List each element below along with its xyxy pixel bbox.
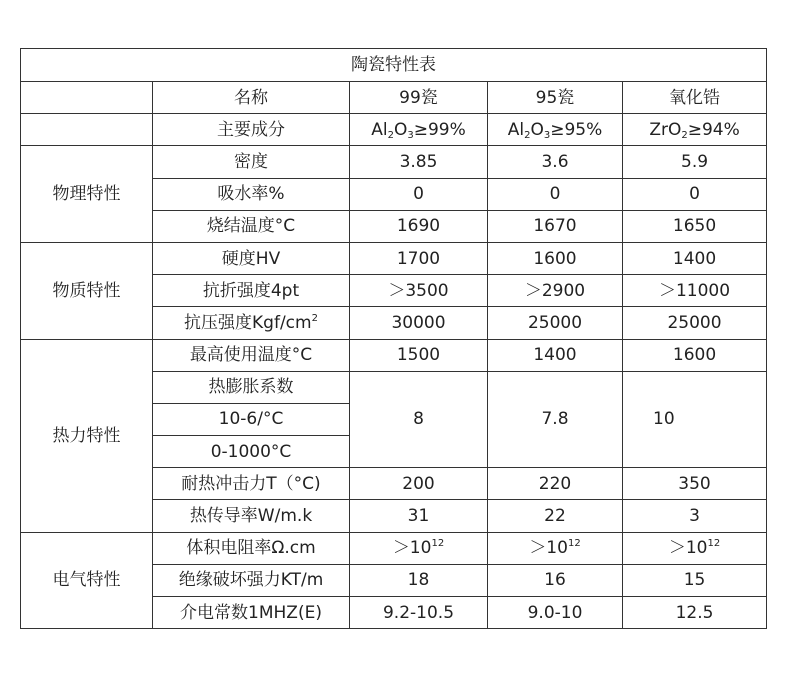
cell-value <box>488 532 623 564</box>
cell-value: 0 <box>623 178 767 210</box>
formula-element: O <box>393 119 408 140</box>
formula-element: ZrO <box>649 119 682 140</box>
cell-value: 5.9 <box>623 146 767 178</box>
cell-value: 22 <box>488 500 623 532</box>
row-label: 硬度HV <box>153 242 350 274</box>
cell-value: 200 <box>350 468 488 500</box>
row-label: 最高使用温度°C <box>153 339 350 371</box>
header-col-95-ceramic: 95瓷 <box>488 82 623 114</box>
cell-value <box>350 532 488 564</box>
cell-value: 15 <box>623 564 767 596</box>
header-name-label: 名称 <box>153 82 350 114</box>
cell-value: 350 <box>623 468 767 500</box>
cell-value: 1400 <box>488 339 623 371</box>
row-label: 密度 <box>153 146 350 178</box>
row-label: 10-6/°C <box>153 403 350 435</box>
row-label: 绝缘破坏强力KT/m <box>153 564 350 596</box>
group-label-material: 物质特性 <box>21 242 153 339</box>
formula-percent: ≥95% <box>550 119 603 140</box>
formula-element: Al <box>507 119 525 140</box>
header-col-zirconia: 氧化锆 <box>623 82 767 114</box>
composition-row <box>21 114 767 146</box>
table-title-row <box>21 49 767 82</box>
cell-value: 16 <box>488 564 623 596</box>
value-base: ＞10 <box>392 538 432 559</box>
row-label: 热传导率W/m.k <box>153 500 350 532</box>
value-exponent: 12 <box>567 538 581 550</box>
cell-value: 1500 <box>350 339 488 371</box>
cell-value: 1670 <box>488 210 623 242</box>
formula-element: O <box>530 119 544 140</box>
row-label: 介电常数1MHZ(E) <box>153 597 350 629</box>
table-header-row <box>21 82 767 114</box>
composition-95-value <box>488 114 623 146</box>
cell-value: ＞2900 <box>488 275 623 307</box>
table-row <box>21 146 767 178</box>
cell-value <box>623 532 767 564</box>
table-row <box>21 339 767 371</box>
formula-element: Al <box>371 119 388 140</box>
composition-label: 主要成分 <box>153 114 350 146</box>
row-label: 吸水率% <box>153 178 350 210</box>
row-label: 热膨胀系数 <box>153 371 350 403</box>
row-label: 耐热冲击力T（°C) <box>153 468 350 500</box>
formula-subscript: 3 <box>543 129 551 141</box>
cell-value: 31 <box>350 500 488 532</box>
cell-value: 3 <box>623 500 767 532</box>
cell-value: 1400 <box>623 242 767 274</box>
composition-99-value <box>350 114 488 146</box>
table-title: 陶瓷特性表 <box>21 49 767 82</box>
cell-value: 25000 <box>623 307 767 339</box>
cell-value: 25000 <box>488 307 623 339</box>
cell-value: 9.2-10.5 <box>350 597 488 629</box>
header-col-99-ceramic: 99瓷 <box>350 82 488 114</box>
cell-value: ＞11000 <box>623 275 767 307</box>
cell-value: 1700 <box>350 242 488 274</box>
cell-value: ＞3500 <box>350 275 488 307</box>
header-blank-cell <box>21 82 153 114</box>
composition-blank-cell <box>21 114 153 146</box>
formula-subscript: 2 <box>387 129 394 141</box>
row-label: 体积电阻率Ω.cm <box>153 532 350 564</box>
value-exponent: 12 <box>707 538 721 550</box>
value-base: ＞10 <box>668 538 708 559</box>
table-row <box>21 532 767 564</box>
formula-subscript: 3 <box>407 129 414 141</box>
cell-value: 1690 <box>350 210 488 242</box>
group-label-electrical: 电气特性 <box>21 532 153 629</box>
cell-value: 7.8 <box>488 371 623 468</box>
cell-value: 3.6 <box>488 146 623 178</box>
row-label: 烧结温度°C <box>153 210 350 242</box>
cell-value: 8 <box>350 371 488 468</box>
row-label <box>153 307 350 339</box>
value-exponent: 12 <box>431 538 445 550</box>
cell-value: 1600 <box>488 242 623 274</box>
cell-value: 0 <box>488 178 623 210</box>
cell-value: 3.85 <box>350 146 488 178</box>
cell-value: 0 <box>350 178 488 210</box>
group-label-physical: 物理特性 <box>21 146 153 243</box>
ceramic-properties-table <box>20 48 767 629</box>
row-label-text: 抗压强度Kgf/cm <box>184 312 312 333</box>
formula-subscript: 2 <box>524 129 531 141</box>
cell-value: 18 <box>350 564 488 596</box>
formula-percent: ≥94% <box>687 119 740 140</box>
cell-value: 30000 <box>350 307 488 339</box>
cell-value: 9.0-10 <box>488 597 623 629</box>
table-row <box>21 242 767 274</box>
unit-superscript: 2 <box>311 312 318 324</box>
cell-value: 12.5 <box>623 597 767 629</box>
cell-value: 1600 <box>623 339 767 371</box>
formula-subscript: 2 <box>681 129 688 141</box>
composition-zirconia-value <box>623 114 767 146</box>
row-label: 抗折强度4pt <box>153 275 350 307</box>
value-base: ＞10 <box>529 538 568 559</box>
row-label: 0-1000°C <box>153 436 350 468</box>
cell-value: 220 <box>488 468 623 500</box>
cell-value: 10 <box>623 371 767 468</box>
group-label-thermal: 热力特性 <box>21 339 153 532</box>
cell-value: 1650 <box>623 210 767 242</box>
formula-percent: ≥99% <box>413 119 466 140</box>
